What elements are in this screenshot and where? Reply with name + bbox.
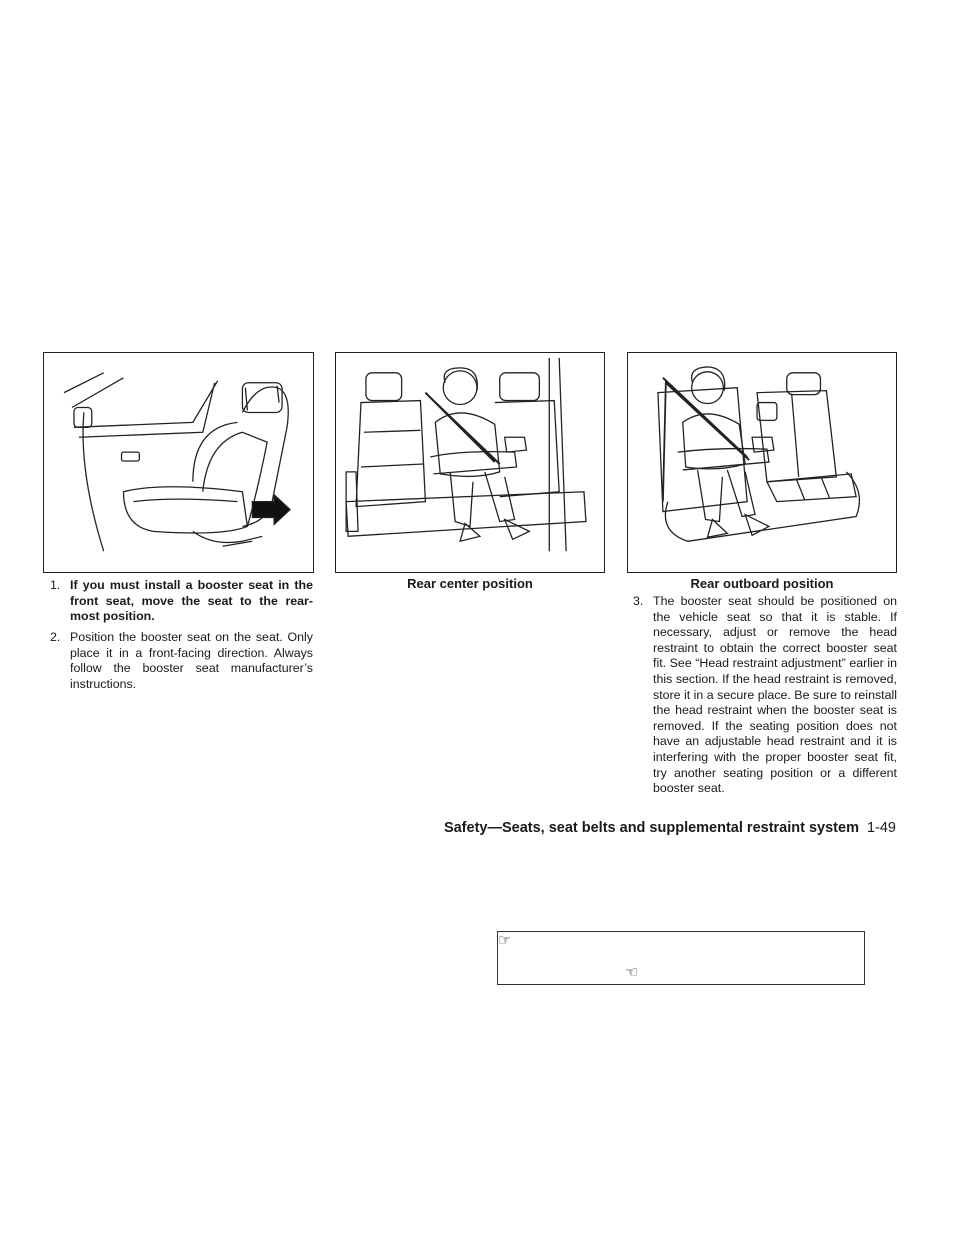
rear-center-illustration — [335, 352, 605, 573]
reference-box — [497, 931, 865, 985]
step-3-text: The booster seat should be positioned on the vehicle seat so that it is stable. If necessary, adjust or remove the head restraint to obtain the correct booster seat fit. See “Head restraint adjustment” earlier in this section. If the head restraint is removed, store it in a secure place. Be sure to reinstall the head restraint when the booster seat is removed. If the seating position does not have an adjustable head restraint and it is interfering with the proper booster seat fit, try another seating position or a different booster seat. — [653, 594, 897, 796]
page-footer — [300, 820, 896, 836]
step-3-number: 3. — [633, 594, 644, 608]
front-seat-illustration — [43, 352, 314, 573]
front-seat-drawing — [44, 353, 313, 572]
rear-outboard-illustration — [627, 352, 897, 573]
rear-outboard-caption: Rear outboard position — [690, 576, 834, 591]
step-1-text: If you must install a booster seat in the front seat, move the seat to the rear-most position. — [70, 578, 313, 624]
rear-center-caption: Rear center position — [407, 576, 533, 591]
step-2 — [50, 630, 313, 692]
step-2-number: 2. — [50, 630, 61, 644]
rear-center-drawing — [336, 353, 604, 572]
step-2-text: Position the booster seat on the seat. Only place it in a front-facing direction. Always follow the booster seat manufacturer’s instructions. — [70, 630, 313, 691]
step-1 — [50, 578, 313, 625]
rear-outboard-drawing — [628, 353, 896, 572]
step-3 — [633, 594, 897, 797]
page-number: 1-49 — [866, 820, 896, 836]
step-1-number: 1. — [50, 578, 61, 592]
pointing-hand-icon: ☞ — [498, 932, 512, 949]
section-title: Safety—Seats, seat belts and supplemental restraint system — [443, 820, 859, 836]
pointing-hand-icon: ☜ — [625, 964, 639, 981]
